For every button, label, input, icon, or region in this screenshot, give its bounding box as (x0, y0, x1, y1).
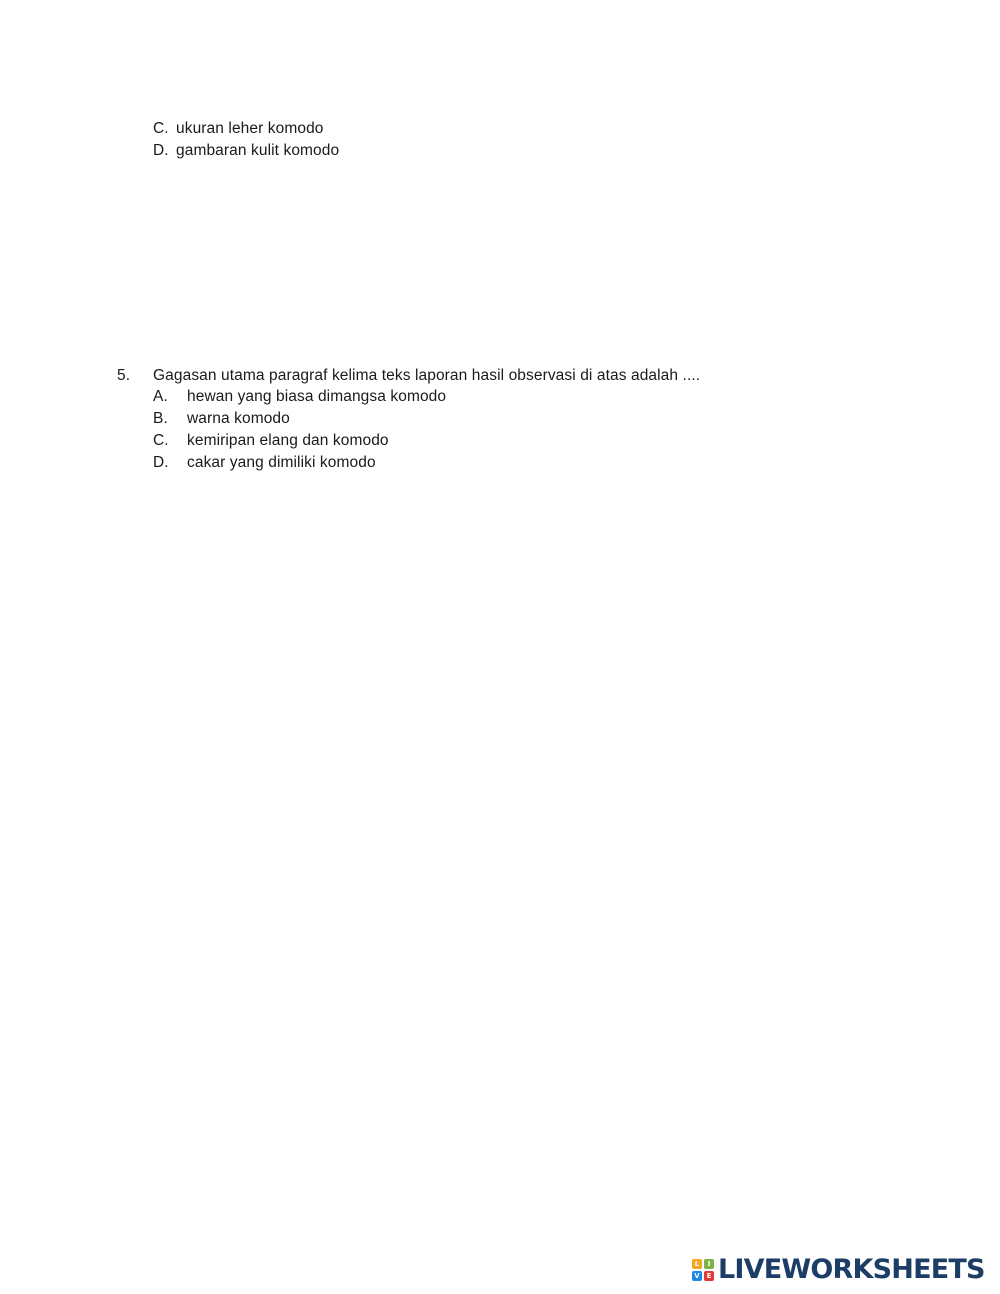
option-text: gambaran kulit komodo (176, 142, 340, 159)
option-letter: B. (153, 410, 168, 427)
option-letter: A. (153, 388, 168, 405)
logo-mark-cell: V (692, 1271, 702, 1281)
logo-mark-cell: I (704, 1259, 714, 1269)
option-letter: D. (153, 454, 169, 471)
option-text: hewan yang biasa dimangsa komodo (187, 388, 447, 405)
option-text: cakar yang dimiliki komodo (187, 454, 376, 471)
question-number: 5. (117, 367, 131, 384)
option-letter: D. (153, 142, 169, 159)
option-text: ukuran leher komodo (176, 120, 324, 137)
option-text: kemiripan elang dan komodo (187, 432, 389, 449)
option-letter: C. (153, 120, 169, 137)
logo-text: LIVEWORKSHEETS (718, 1254, 985, 1285)
option-text: warna komodo (187, 410, 290, 427)
logo-mark-cell: L (692, 1259, 702, 1269)
logo-mark-icon (692, 1259, 714, 1281)
liveworksheets-logo[interactable] (692, 1254, 985, 1285)
logo-mark-cell: E (704, 1271, 714, 1281)
option-letter: C. (153, 432, 169, 449)
question-text: Gagasan utama paragraf kelima teks laporan hasil observasi di atas adalah .... (153, 367, 701, 384)
